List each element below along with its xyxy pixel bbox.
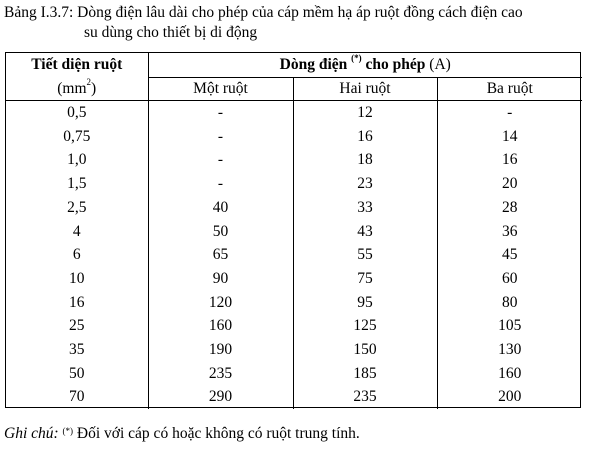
table-row	[6, 148, 582, 172]
cell-cross-section: 50	[6, 362, 148, 386]
cell-one-core: 90	[148, 267, 293, 291]
cell-two-core: 235	[293, 385, 437, 409]
cell-three-core: 14	[502, 127, 518, 145]
table-row	[6, 291, 582, 315]
header-current-label: Dòng điện	[279, 56, 348, 73]
cell-cross-section: 6	[6, 243, 148, 267]
cell-one-core: -	[148, 172, 293, 196]
header-current-footnote-mark: (*)	[351, 53, 362, 63]
cell-one-core: 190	[148, 338, 293, 362]
cell-cross-section: 70	[6, 385, 148, 409]
cell-one-core: 40	[148, 196, 293, 220]
cell-three-core: 28	[502, 198, 518, 216]
cell-one-core: 65	[148, 243, 293, 267]
cell-three-core: 60	[502, 269, 518, 287]
cell-three-core: 130	[498, 341, 522, 359]
caption-line-1: Bảng I.3.7: Dòng điện lâu dài cho phép của cáp mềm hạ áp ruột đồng cách điện cao	[4, 4, 523, 21]
cell-cross-section: 35	[6, 338, 148, 362]
cell-one-core: -	[148, 101, 293, 125]
cell-cross-section: 4	[6, 220, 148, 244]
cell-three-core: 45	[502, 246, 518, 264]
cell-three-core: 36	[502, 222, 518, 240]
cell-one-core: -	[148, 125, 293, 149]
header-cross-section: Tiết diện ruột	[6, 53, 148, 78]
cell-three-core: 160	[498, 364, 522, 382]
cell-two-core: 23	[293, 172, 437, 196]
cell-cross-section: 16	[6, 291, 148, 315]
cell-three-core: 105	[498, 317, 522, 335]
cell-three-core: -	[507, 104, 513, 121]
caption-line-2: su dùng cho thiết bị di động	[84, 24, 258, 41]
cell-two-core: 75	[293, 267, 437, 291]
cell-two-core: 33	[293, 196, 437, 220]
unit-prefix: (mm	[57, 79, 87, 97]
footnote-mark: (*)	[62, 426, 74, 436]
table-row	[6, 220, 582, 244]
header-current-unit: (A)	[429, 56, 451, 73]
cell-one-core: 120	[148, 291, 293, 315]
data-table	[6, 53, 582, 409]
header-current-group	[148, 53, 582, 78]
cell-two-core: 12	[293, 101, 437, 125]
cell-two-core: 185	[293, 362, 437, 386]
cell-cross-section: 0,75	[6, 125, 148, 149]
cell-three-core: 200	[498, 388, 522, 406]
table-row	[6, 385, 582, 409]
footnote-text: Đối với cáp có hoặc không có ruột trung tính.	[76, 425, 360, 442]
table-row	[6, 172, 582, 196]
table-row	[6, 314, 582, 338]
cell-one-core: 50	[148, 220, 293, 244]
table-body	[6, 101, 582, 410]
cell-two-core: 125	[293, 314, 437, 338]
header-row-2	[6, 78, 582, 101]
table-row	[6, 362, 582, 386]
cell-three-core: 20	[502, 175, 518, 193]
cell-two-core: 55	[293, 243, 437, 267]
table-row	[6, 243, 582, 267]
unit-superscript: 2	[86, 76, 92, 87]
current-rating-table	[5, 52, 581, 408]
cell-one-core: 160	[148, 314, 293, 338]
cell-one-core: 235	[148, 362, 293, 386]
header-three-core: Ba ruột	[437, 78, 582, 101]
cell-cross-section: 1,0	[6, 148, 148, 172]
cell-two-core: 95	[293, 291, 437, 315]
table-row	[6, 101, 582, 125]
footnote-label: Ghi chú:	[4, 425, 59, 442]
header-two-core: Hai ruột	[293, 78, 437, 101]
cell-one-core: -	[148, 148, 293, 172]
header-cross-section-unit	[6, 78, 148, 101]
header-one-core: Một ruột	[148, 78, 293, 101]
cell-cross-section: 10	[6, 267, 148, 291]
cell-cross-section: 25	[6, 314, 148, 338]
header-current-label-suffix: cho phép	[365, 56, 426, 73]
cell-cross-section: 1,5	[6, 172, 148, 196]
table-row	[6, 125, 582, 149]
table-row	[6, 267, 582, 291]
cell-two-core: 18	[293, 148, 437, 172]
footnote	[4, 424, 360, 444]
cell-cross-section: 0,5	[6, 101, 148, 125]
cell-three-core: 16	[502, 151, 518, 169]
table-row	[6, 196, 582, 220]
unit-suffix: )	[91, 79, 97, 97]
cell-cross-section: 2,5	[6, 196, 148, 220]
table-row	[6, 338, 582, 362]
cell-two-core: 43	[293, 220, 437, 244]
table-caption	[4, 3, 584, 43]
cell-two-core: 150	[293, 338, 437, 362]
cell-two-core: 16	[293, 125, 437, 149]
cell-one-core: 290	[148, 385, 293, 409]
header-row-1	[6, 53, 582, 78]
cell-three-core: 80	[502, 293, 518, 311]
